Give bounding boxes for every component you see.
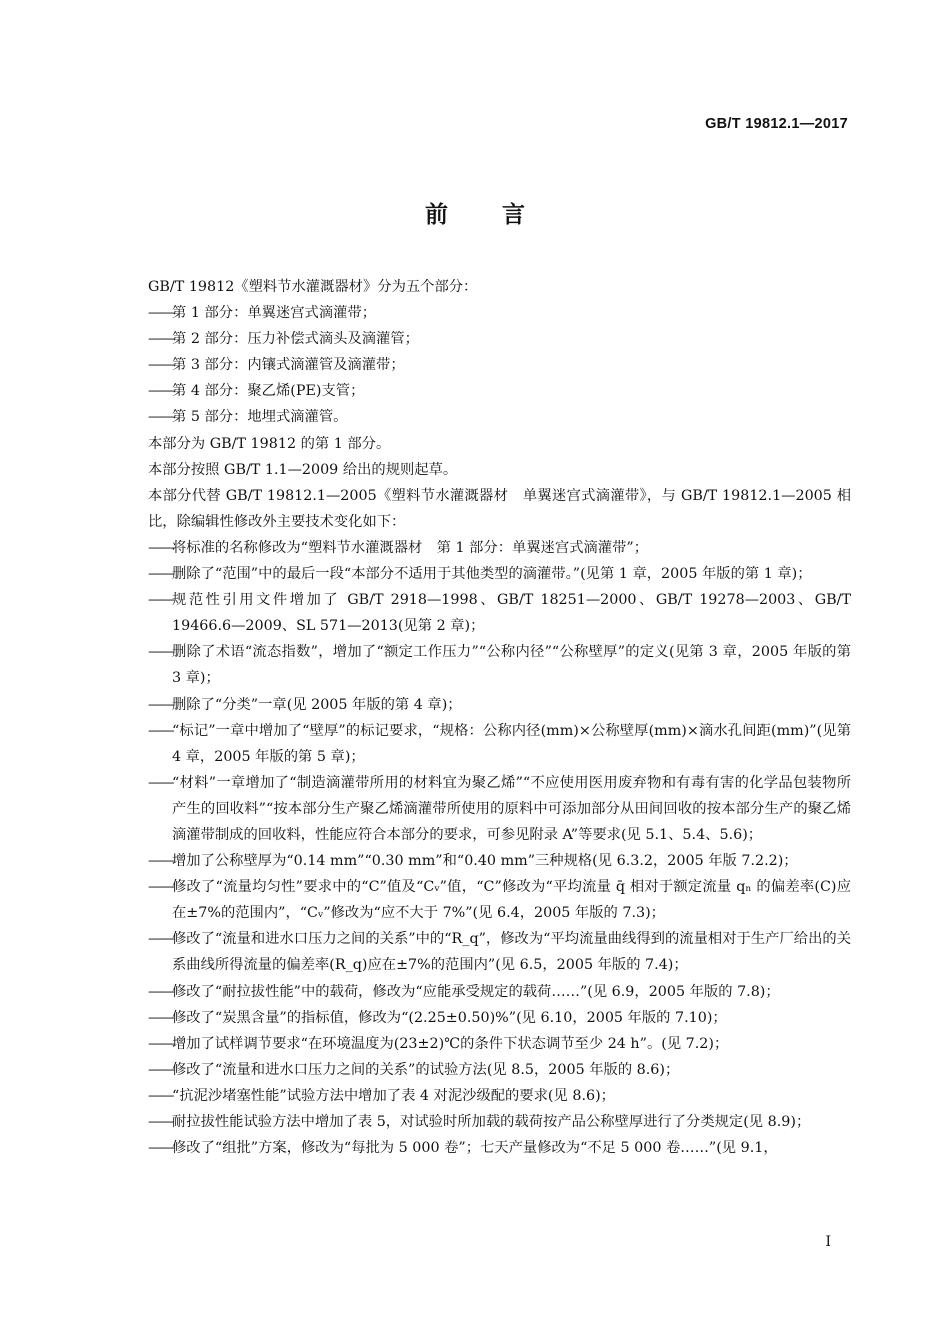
list-item: —— 第 3 部分：内镶式滴灌管及滴灌带； bbox=[148, 357, 405, 374]
list-item: —— 删除了术语“流态指数”，增加了“额定工作压力”“公称内径”“公称壁厚”的定义(见第 3 章，2005 年版的第 3 章)； bbox=[148, 644, 851, 687]
paragraph: 本部分为 GB/T 19812 的第 1 部分。 bbox=[148, 435, 391, 452]
paragraph: 本部分代替 GB/T 19812.1—2005《塑料节水灌溉器材 单翼迷宫式滴灌带》，与 GB/T 19812.1—2005 相比，除编辑性修改外主要技术变化如下： bbox=[148, 487, 851, 530]
list-item: —— 修改了“流量和进水口压力之间的关系”的试验方法(见 8.5，2005 年版的 8.6)； bbox=[148, 1061, 680, 1078]
list-item: —— 删除了“范围”中的最后一段“本部分不适用于其他类型的滴灌带。”(见第 1 章，2005 年版的第 1 章)； bbox=[148, 566, 812, 583]
standard-number: GB/T 19812.1—2017 bbox=[705, 116, 848, 132]
list-item: —— 第 5 部分：地埋式滴灌管。 bbox=[148, 409, 348, 426]
list-item: —— “标记”一章中增加了“壁厚”的标记要求，“规格：公称内径(mm)×公称壁厚(mm)×滴水孔间距(mm)”(见第 4 章，2005 年版的第 5 章)； bbox=[148, 722, 851, 765]
list-item: —— 修改了“组批”方案，修改为“每批为 5 000 卷”；七天产量修改为“不足 5 000 卷……”(见 9.1， bbox=[148, 1140, 778, 1157]
list-item: —— 第 2 部分：压力补偿式滴头及滴灌管； bbox=[148, 331, 419, 348]
list-item: —— 耐拉拔性能试验方法中增加了表 5，对试验时所加载的载荷按产品公称壁厚进行了分类规定(见 8.9)； bbox=[148, 1114, 811, 1130]
list-item: —— 删除了“分类”一章(见 2005 年版的第 4 章)； bbox=[148, 696, 462, 713]
list-item: —— 增加了公称壁厚为“0.14 mm”“0.30 mm”和“0.40 mm”三种规格(见 6.3.2，2005 年版 7.2.2)； bbox=[148, 853, 798, 870]
foreword-body bbox=[116, 274, 851, 1161]
paragraph: GB/T 19812《塑料节水灌溉器材》分为五个部分： bbox=[148, 279, 478, 295]
list-item: —— 增加了试样调节要求“在环境温度为(23±2)℃的条件下状态调节至少 24 h”。(见 7.2)； bbox=[148, 1035, 729, 1052]
title-char-2: 言 bbox=[502, 202, 525, 228]
list-item: —— 规范性引用文件增加了 GB/T 2918—1998、GB/T 18251—2000、GB/T 19278—2003、GB/T 19466.6—2009、SL 571—2013(见第 2 章)； bbox=[148, 592, 851, 635]
page-title bbox=[0, 196, 950, 229]
list-item: —— 第 4 部分：聚乙烯(PE)支管； bbox=[148, 383, 365, 400]
list-item: —— 修改了“耐拉拔性能”中的载荷，修改为“应能承受规定的载荷……”(见 6.9，2005 年版的 7.8)； bbox=[148, 983, 780, 1000]
list-item: —— 修改了“炭黑含量”的指标值，修改为“(2.25±0.50)%”(见 6.10，2005 年版的 7.10)； bbox=[148, 1009, 727, 1026]
list-item: —— 修改了“流量均匀性”要求中的“C”值及“Cᵥ”值，“C”修改为“平均流量 q̄ 相对于额定流量 qₙ 的偏差率(C)应在±7%的范围内”，“Cᵥ”修改为“应不大于 7%”(见 6.4，2005 年版的 7.3)； bbox=[148, 879, 851, 922]
list-item: —— 将标准的名称修改为“塑料节水灌溉器材 第 1 部分：单翼迷宫式滴灌带”； bbox=[148, 539, 649, 556]
list-item: —— 第 1 部分：单翼迷宫式滴灌带； bbox=[148, 305, 377, 322]
paragraph: 本部分按照 GB/T 1.1—2009 给出的规则起草。 bbox=[148, 461, 458, 478]
title-char-1: 前 bbox=[425, 202, 448, 228]
list-item: —— “抗泥沙堵塞性能”试验方法中增加了表 4 对泥沙级配的要求(见 8.6)； bbox=[148, 1087, 615, 1104]
list-item: —— 修改了“流量和进水口压力之间的关系”中的“R_q”，修改为“平均流量曲线得到的流量相对于生产厂给出的关系曲线所得流量的偏差率(R_q)应在±7%的范围内”(见 6.5，2005 年版的 7.4)； bbox=[148, 931, 851, 974]
list-item: —— “材料”一章增加了“制造滴灌带所用的材料宜为聚乙烯”“不应使用医用废弃物和有毒有害的化学品包装物所产生的回收料”“按本部分生产聚乙烯滴灌带所使用的原料中可添加部分从田间回收的按本部分生产的聚乙烯滴灌带制成的回收料，性能应符合本部分的要求，可参见附录 A”等要求(见 5.1、5.4、5.6)； bbox=[148, 774, 851, 843]
page-number: I bbox=[825, 1234, 831, 1250]
